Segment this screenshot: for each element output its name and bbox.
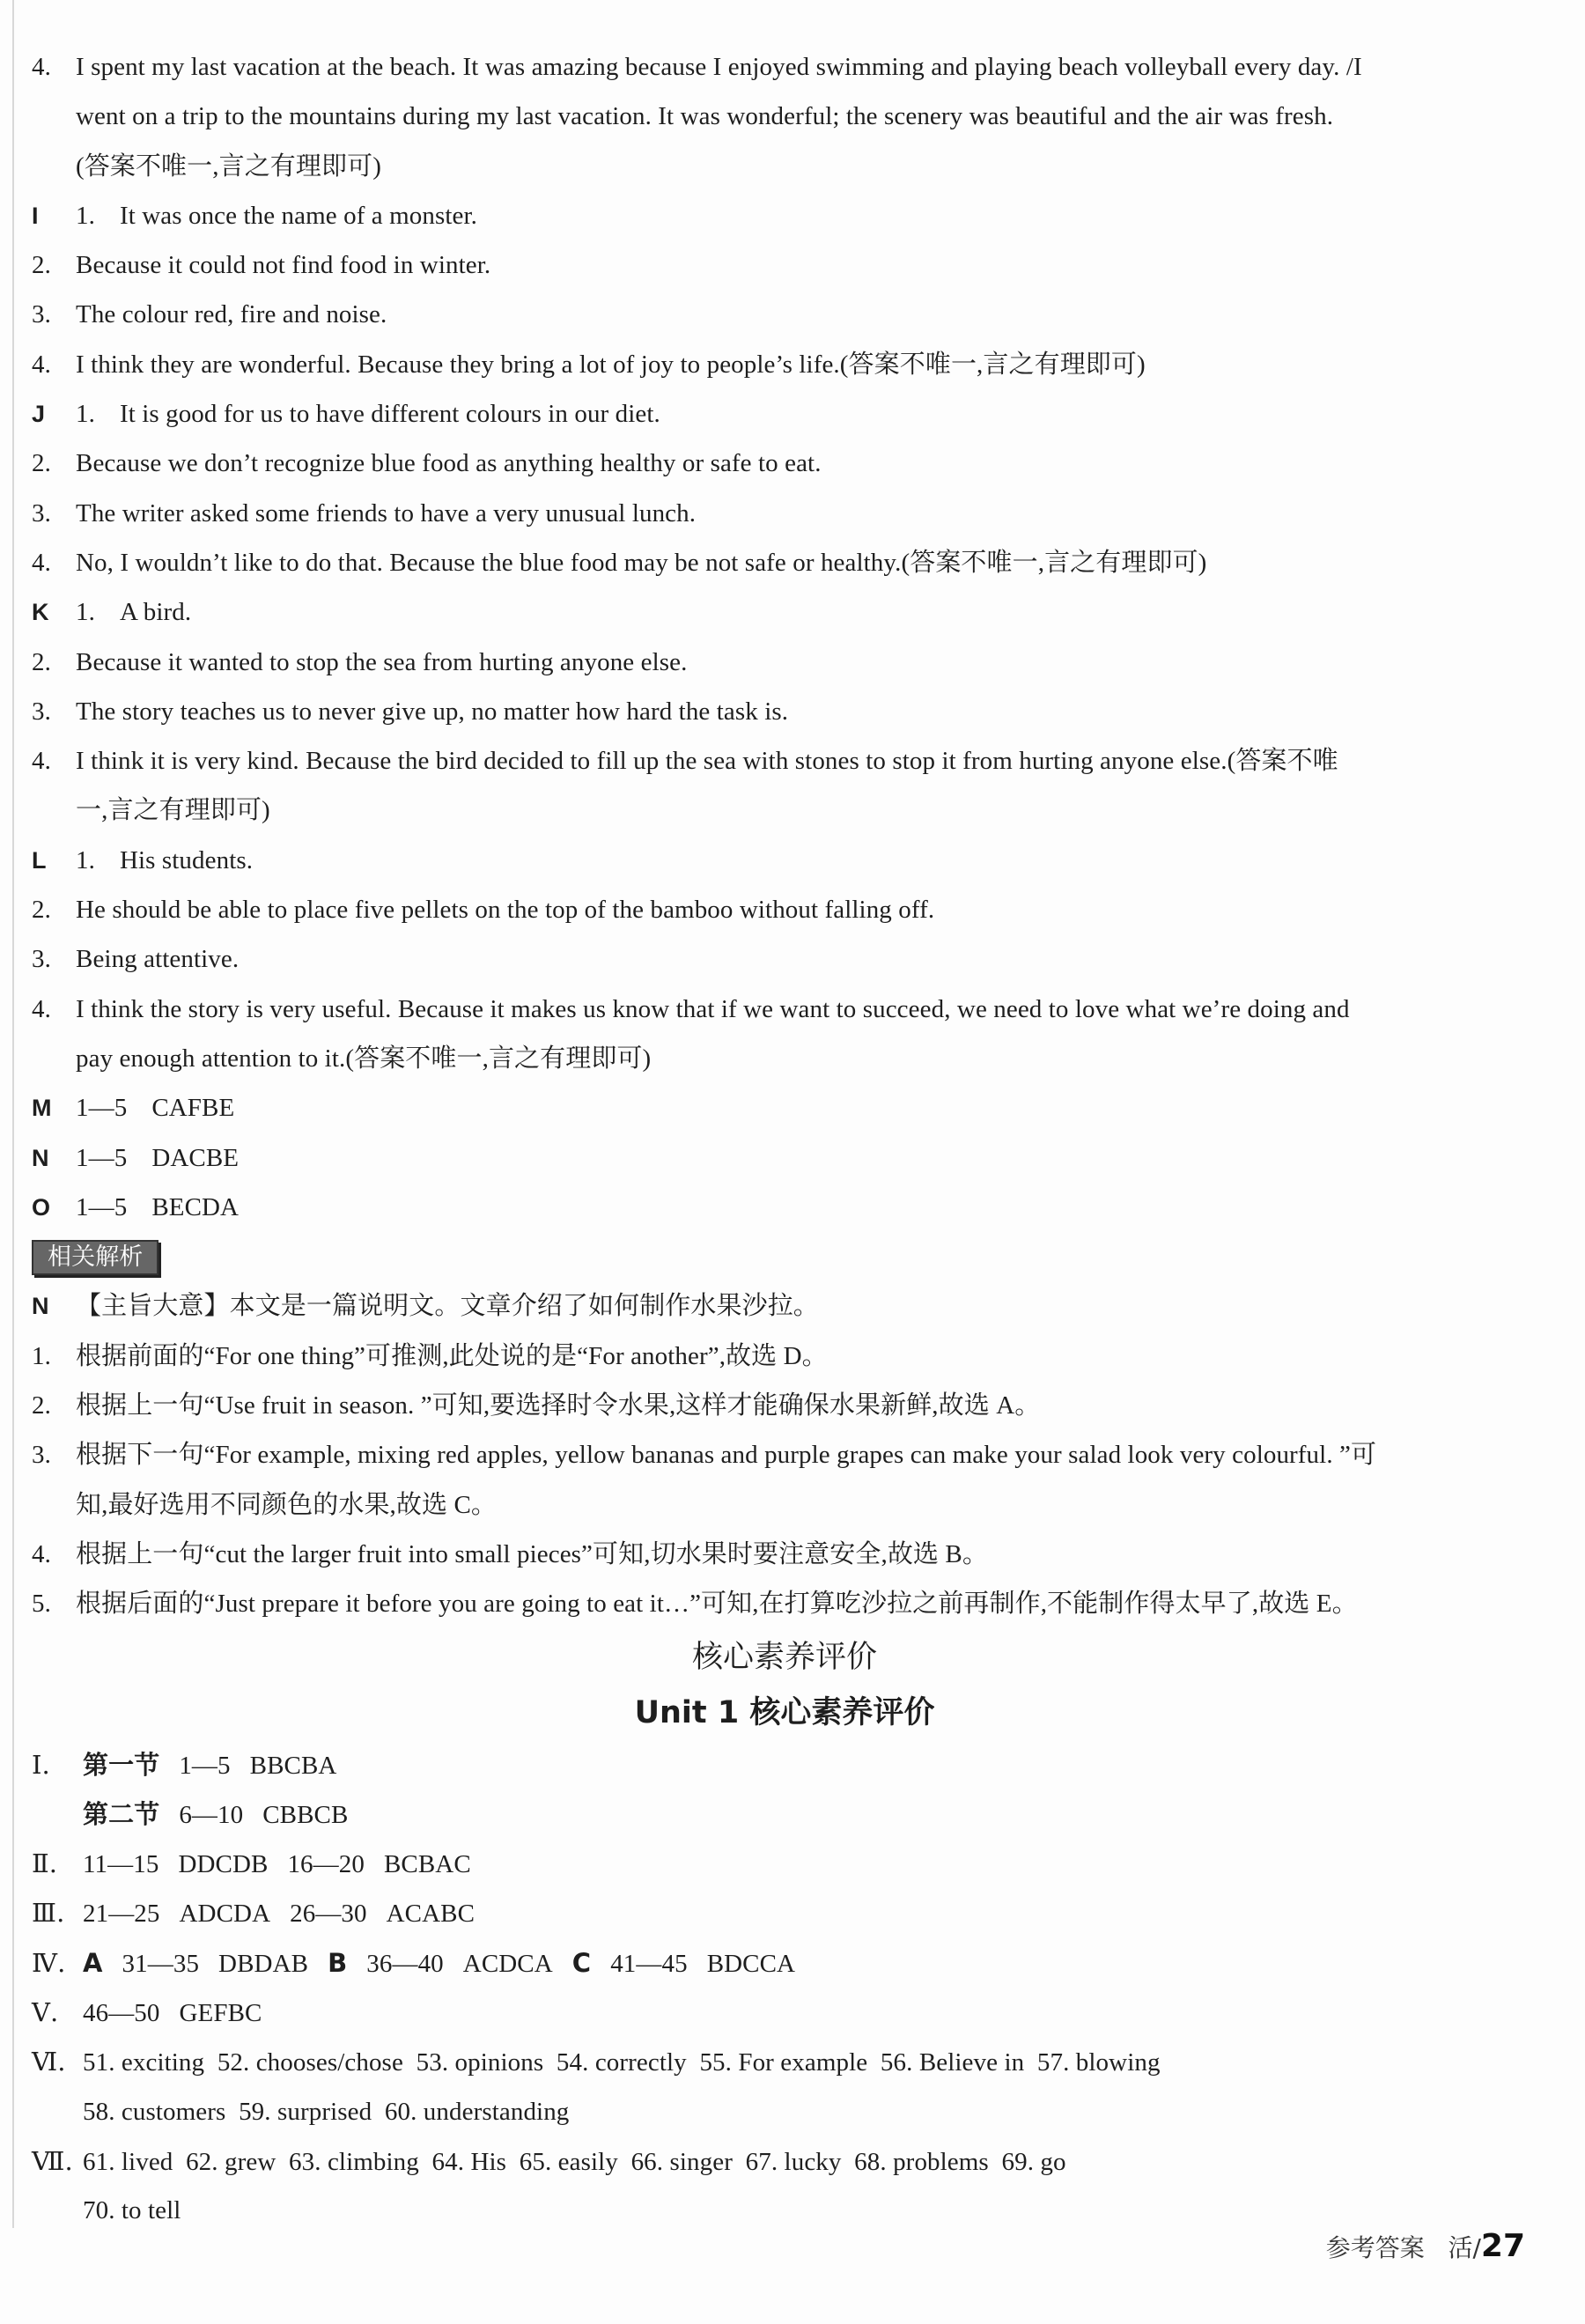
analysis-text: 根据前面的“For one thing”可推测,此处说的是“For another”,故选 D。 (76, 1341, 828, 1370)
answer-text: GEFBC (179, 1998, 262, 2027)
section-I-item-4 (32, 340, 1537, 389)
section-O (32, 1183, 1537, 1232)
section-I-item-2 (32, 240, 1537, 290)
section-letter: K (32, 599, 49, 626)
answer-text: It is good for us to have different colours in our diet. (119, 400, 660, 429)
roman-numeral: Ⅰ. (32, 1749, 50, 1780)
item-number: 1. (76, 598, 95, 627)
range-label: 1—5 (179, 1751, 231, 1780)
eval-row-6 (32, 2037, 1537, 2086)
item-number: 3. (32, 300, 51, 329)
answer-text: I spent my last vacation at the beach. It was amazing because I enjoyed swimming and playing beach volleyball every day. /I (76, 53, 1362, 81)
eval-row-1b (32, 1789, 1537, 1839)
range-label: 21—25 (83, 1900, 160, 1929)
item-number: 4. (32, 53, 51, 81)
analysis-main (32, 1281, 1537, 1331)
answer-text: 51. exciting 52. chooses/chose 53. opinions 54. correctly 55. For example 56. Believe in 57. blowing (83, 2048, 1161, 2077)
section-letter: N (32, 1293, 49, 1320)
item-number: 2. (32, 896, 51, 925)
range-label: 6—10 (179, 1800, 244, 1829)
page-number: 27 (1480, 2228, 1525, 2264)
eval-row-2 (32, 1839, 1537, 1888)
answer-text: BBCBA (249, 1751, 337, 1780)
roman-numeral: Ⅴ. (32, 1996, 59, 2027)
item-number: 4. (32, 747, 51, 776)
eval-row-7 (32, 2136, 1537, 2186)
section-K-item-4 (32, 736, 1537, 786)
item-number: 5. (32, 1590, 51, 1619)
item-number: 1. (76, 845, 95, 874)
section-L-item-3 (32, 934, 1537, 984)
answer-text: Because it could not find food in winter. (76, 251, 491, 280)
eval-row-6b (32, 2087, 1537, 2136)
analysis-text: 根据下一句“For example, mixing red apples, yellow bananas and purple grapes can make your salad look very colourful. ”可 (76, 1441, 1377, 1470)
section-L-item-2 (32, 885, 1537, 934)
answer-text: 61. lived 62. grew 63. climbing 64. His 65. easily 66. singer 67. lucky 68. problems 69. go (83, 2147, 1066, 2176)
analysis-item (32, 1480, 1537, 1530)
answer-text: I think it is very kind. Because the bird decided to fill up the sea with stones to stop it from hurting anyone else.(答案不唯 (76, 747, 1338, 776)
answer-text: DBDAB (218, 1949, 309, 1978)
range-label: 1—5 (76, 1143, 128, 1172)
answer-line (32, 142, 1537, 191)
item-number: 3. (32, 498, 51, 528)
roman-numeral: Ⅲ. (32, 1898, 65, 1929)
answer-text: BCBAC (383, 1850, 471, 1879)
range-label: 26—30 (290, 1900, 367, 1929)
answer-text: ADCDA (179, 1900, 271, 1929)
answer-text: 58. customers 59. surprised 60. understanding (83, 2097, 570, 2126)
range-label: 31—35 (122, 1949, 200, 1978)
section-letter: J (32, 401, 46, 428)
answer-text: Because it wanted to stop the sea from hurting anyone else. (76, 647, 688, 676)
section-L-item-4 (32, 985, 1537, 1034)
part-letter: C (571, 1947, 592, 1978)
part-label: 第二节 (83, 1798, 160, 1829)
range-label: 41—45 (610, 1949, 688, 1978)
section-letter: I (32, 202, 39, 229)
range-label: 36—40 (366, 1949, 444, 1978)
section-J-item-1 (32, 389, 1537, 439)
answer-text: Because we don’t recognize blue food as anything healthy or safe to eat. (76, 449, 822, 478)
analysis-item (32, 1579, 1537, 1628)
section-K-item-2 (32, 638, 1537, 687)
part-label: 第一节 (83, 1749, 160, 1780)
item-number: 3. (32, 1441, 51, 1470)
item-number: 4. (32, 994, 51, 1023)
answer-text: I think the story is very useful. Because it makes us know that if we want to succeed, we need to love what we’re doing and (76, 994, 1350, 1023)
answer-text: ACDCA (462, 1949, 553, 1978)
section-L-item-1 (32, 836, 1537, 885)
roman-numeral: Ⅳ. (32, 1947, 66, 1978)
page-footer (1326, 2228, 1525, 2264)
answer-line (32, 786, 1537, 835)
left-margin-rule (12, 0, 14, 2228)
answer-text: BECDA (151, 1192, 240, 1221)
section-letter: M (32, 1095, 52, 1122)
part-letter: A (83, 1947, 103, 1978)
item-number: 1. (76, 400, 95, 429)
eval-row-3 (32, 1888, 1537, 1937)
eval-row-7b (32, 2186, 1537, 2235)
roman-numeral: Ⅵ. (32, 2047, 66, 2077)
item-number: 2. (32, 647, 51, 676)
section-J-item-3 (32, 489, 1537, 538)
range-label: 46—50 (83, 1998, 160, 2027)
eval-row-4 (32, 1938, 1537, 1988)
footer-label: 参考答案 (1325, 2233, 1425, 2262)
analysis-tag: 相关解析 (32, 1240, 158, 1275)
answer-text: The writer asked some friends to have a very unusual lunch. (76, 498, 697, 528)
answer-text: went on a trip to the mountains during my last vacation. It was wonderful; the scenery was beautiful and the air was fresh. (76, 102, 1334, 131)
range-label: 11—15 (83, 1850, 159, 1879)
item-number: 3. (32, 945, 51, 974)
section-M (32, 1083, 1537, 1132)
answer-note: (答案不唯一,言之有理即可) (76, 151, 381, 181)
answer-text: No, I wouldn’t like to do that. Because the blue food may be not safe or healthy.(答案不唯一,言之有理即可) (76, 548, 1207, 577)
item-number: 1. (76, 201, 95, 230)
range-label: 1—5 (76, 1192, 128, 1221)
answer-note: 一,言之有理即可) (76, 796, 270, 825)
answer-text: BDCCA (706, 1949, 796, 1978)
item-number: 1. (32, 1341, 51, 1370)
section-J-item-2 (32, 439, 1537, 488)
answer-text: It was once the name of a monster. (119, 201, 477, 230)
analysis-text: 知,最好选用不同颜色的水果,故选 C。 (76, 1490, 497, 1519)
range-label: 16—20 (287, 1850, 365, 1879)
analysis-text: 根据上一句“Use fruit in season. ”可知,要选择时令水果,这样才能确保水果新鲜,故选 A。 (76, 1391, 1041, 1420)
answer-text: Being attentive. (76, 945, 240, 974)
item-number: 4. (32, 1539, 51, 1568)
answer-text: ACABC (386, 1900, 476, 1929)
roman-numeral: Ⅶ. (32, 2145, 73, 2176)
answer-text: A bird. (119, 598, 192, 627)
analysis-text: 【主旨大意】本文是一篇说明文。文章介绍了如何制作水果沙拉。 (76, 1292, 819, 1321)
analysis-text: 根据后面的“Just prepare it before you are going to eat it…”可知,在打算吃沙拉之前再制作,不能制作得太早了,故选 E。 (76, 1590, 1358, 1619)
footer-brand: 活/ (1448, 2233, 1481, 2262)
item-number: 4. (32, 548, 51, 577)
answer-text: DACBE (151, 1143, 240, 1172)
answer-line (32, 92, 1537, 141)
section-letter: O (32, 1193, 51, 1221)
answer-page (32, 42, 1537, 2235)
analysis-item (32, 1381, 1537, 1430)
item-number: 2. (32, 251, 51, 280)
section-K-item-3 (32, 687, 1537, 736)
answer-text: The story teaches us to never give up, no matter how hard the task is. (76, 697, 789, 726)
answer-text: The colour red, fire and noise. (76, 300, 387, 329)
analysis-item (32, 1332, 1537, 1381)
answer-text: CAFBE (151, 1094, 235, 1123)
analysis-item (32, 1530, 1537, 1579)
analysis-text: 根据上一句“cut the larger fruit into small pieces”可知,切水果时要注意安全,故选 B。 (76, 1539, 988, 1568)
item-number: 2. (32, 1391, 51, 1420)
eval-row-5 (32, 1988, 1537, 2037)
answer-text: CBBCB (262, 1800, 349, 1829)
range-label: 1—5 (76, 1094, 128, 1123)
answer-text: I think they are wonderful. Because they bring a lot of joy to people’s life.(答案不唯一,言之有理即可) (76, 350, 1146, 379)
item-number: 4. (32, 350, 51, 379)
item-number: 2. (32, 449, 51, 478)
answer-text: He should be able to place five pellets on the top of the bamboo without falling off. (76, 896, 935, 925)
answer-text: DDCDB (178, 1850, 269, 1879)
roman-numeral: Ⅱ. (32, 1848, 58, 1879)
item-number: 3. (32, 697, 51, 726)
analysis-item (32, 1430, 1537, 1479)
section-letter: N (32, 1144, 49, 1171)
answer-note: pay enough attention to it.(答案不唯一,言之有理即可) (76, 1044, 652, 1073)
section-I-item-1 (32, 191, 1537, 240)
section-heading: 核心素养评价 (691, 1639, 877, 1675)
answer-text: His students. (119, 845, 254, 874)
analysis-tag-row (32, 1232, 1537, 1281)
answer-text: 70. to tell (83, 2196, 181, 2225)
part-letter: B (328, 1947, 348, 1978)
section-K-item-1 (32, 587, 1537, 637)
section-I-item-3 (32, 290, 1537, 339)
section-J-item-4 (32, 538, 1537, 587)
unit-heading: Unit 1 核心素养评价 (634, 1694, 935, 1730)
eval-row-1 (32, 1740, 1537, 1789)
answer-line (32, 1034, 1537, 1083)
answer-line (32, 42, 1537, 92)
section-N (32, 1133, 1537, 1183)
section-letter: L (32, 846, 47, 874)
